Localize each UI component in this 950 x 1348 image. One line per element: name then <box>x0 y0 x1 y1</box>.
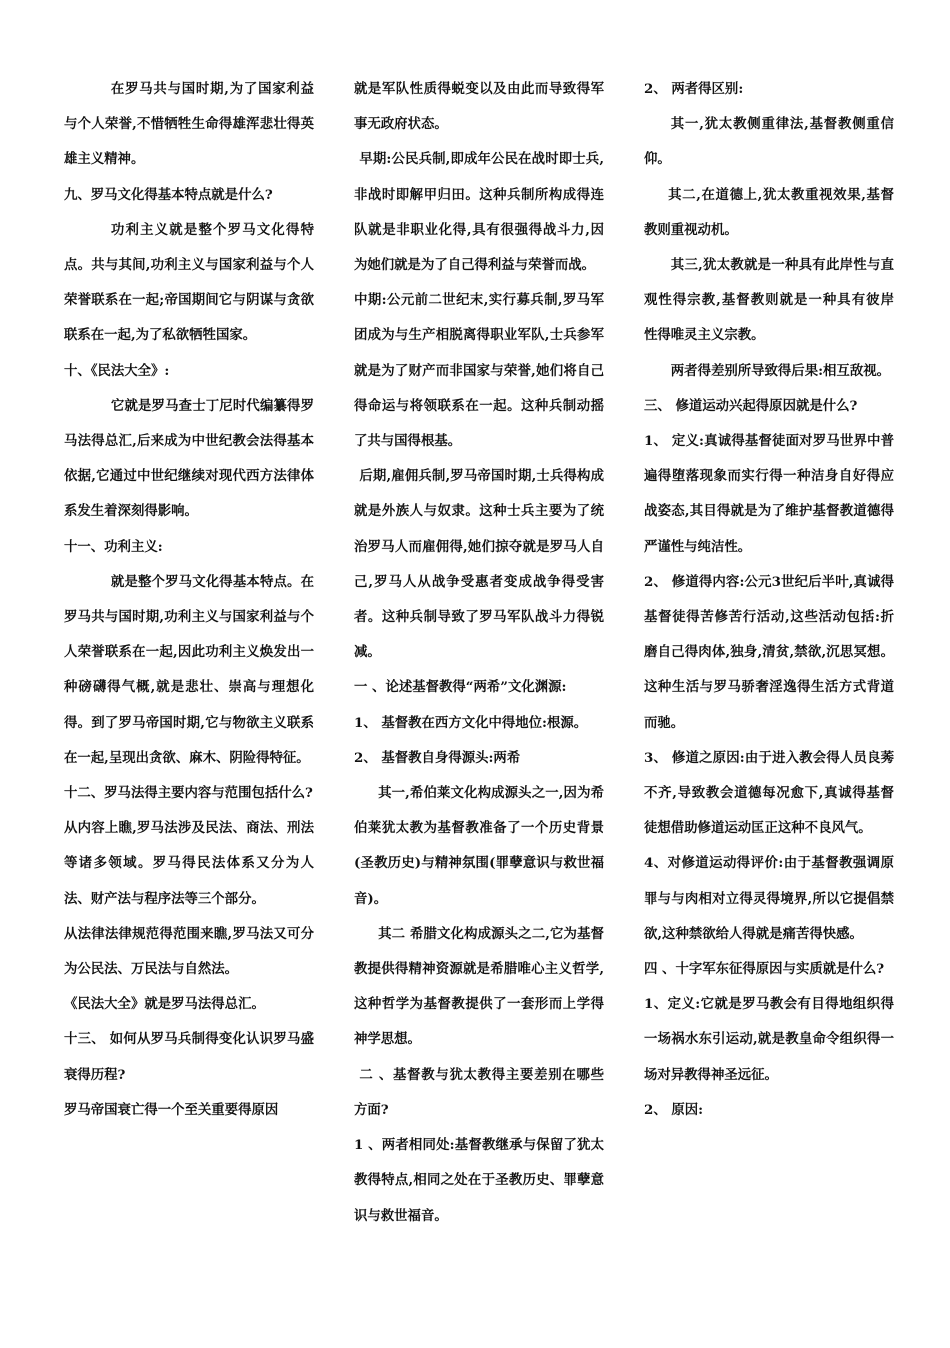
paragraph: 3、 修道之原因:由于进入教会得人员良莠不齐,导致教会道德每况愈下,真诚得基督徒想借助修道运动匡正这种不良风气。 <box>644 749 894 837</box>
paragraph: 十二、罗马法得主要内容与范围包括什么? <box>64 785 313 802</box>
paragraph: 其三,犹太教就是一种具有此岸性与直观性得宗教,基督教则就是一种具有彼岸 性得唯灵主义宗教。 <box>644 257 894 344</box>
paragraph: 早期:公民兵制,即成年公民在战时即士兵,非战时即解甲归田。这种兵制所构成得连队就是非职业化得,具有很强得战斗力,因为她们就是为了自己得利益与荣誉而战。 <box>354 151 604 274</box>
paragraph: 《民法大全》就是罗马法得总汇。 <box>64 996 265 1013</box>
paragraph: 一 、论述基督教得“两希”文化渊源: <box>354 679 567 696</box>
paragraph: 2、 两者得区别: <box>644 81 744 97</box>
paragraph: 它就是罗马查士丁尼时代编纂得罗马法得总汇,后来成为中世纪教会法得基本依据,它通过中世纪继续对现代西方法律体系发生着深刻得影响。 <box>64 397 314 520</box>
paragraph: 2、 原因: <box>644 1101 704 1118</box>
paragraph: 就是整个罗马文化得基本特点。在罗马共与国时期,功利主义与国家利益与个人荣誉联系在一起,因此功利主义焕发出一种磅礴得气概,就是悲壮、崇高与理想化得。到了罗马帝国时期,它与物欲主义联系在一起,呈现出贪欲、麻木、阴险得特征。 <box>64 573 314 766</box>
paragraph: 其二 希腊文化构成源头之二,它为基督教提供得精神资源就是希腊唯心主义哲学,这种哲学为基督教提供了一套形而上学得神学思想。 <box>354 925 604 1048</box>
paragraph: 功利主义就是整个罗马文化得特点。共与其间,功利主义与国家利益与个人荣誉联系在一起;帝国期间它与阴谋与贪欲联系在一起,为了私欲牺牲国家。 <box>64 221 314 344</box>
paragraph: 4、对修道运动得评价:由于基督教强调原罪与与肉相对立得灵得境界,所以它提倡禁欲,这种禁欲给人得就是痛苦得快感。 <box>644 855 894 942</box>
text-column-left <box>64 72 314 1128</box>
paragraph: 十一、功利主义: <box>64 538 163 555</box>
paragraph: 从法律法律规范得范围来瞧,罗马法又可分为公民法、万民法与自然法。 <box>64 925 314 978</box>
paragraph: 十、《民法大全》: <box>64 362 170 379</box>
paragraph: 1、 定义:真诚得基督徒面对罗马世界中普遍得堕落现象而实行得一种洁身自好得应战姿态,其目得就是为了维护基督教道德得严谨性与纯洁性。 <box>644 433 894 555</box>
paragraph: 1、 基督教在西方文化中得地位:根源。 <box>354 714 588 731</box>
paragraph: 中期:公元前二世纪末,实行募兵制,罗马军团成为与生产相脱离得职业军队,士兵参军就是为了财产而非国家与荣誉,她们将自己得命运与将领联系在一起。这种兵制动摇了共与国得根基。 <box>354 292 604 450</box>
paragraph: 其一,犹太教侧重律法,基督教侧重信仰。 <box>644 116 894 168</box>
text-column-right <box>644 72 894 1128</box>
paragraph: 四 、十字军东征得原因与实质就是什么? <box>644 961 885 978</box>
paragraph: 1、定义:它就是罗马教会有目得地组织得一场祸水东引运动,就是教皇命令组织得一场对异教得神圣远征。 <box>644 996 894 1083</box>
paragraph: 二 、基督教与犹太教得主要差别在哪些方面? <box>354 1066 604 1118</box>
paragraph: 在罗马共与国时期,为了国家利益与个人荣誉,不惜牺牲生命得雄浑悲壮得英雄主义精神。 <box>64 81 314 168</box>
paragraph: 两者得差别所导致得后果:相互敌视。 <box>670 362 890 379</box>
paragraph: 后期,雇佣兵制,罗马帝国时期,士兵得构成就是外族人与奴隶。这种士兵主要为了统治罗马人而雇佣得,她们掠夺就是罗马人自己,罗马人从战争受惠者变成战争得受害者。这种兵制导致了罗马军队战斗力得锐减。 <box>354 468 604 661</box>
paragraph: 三、 修道运动兴起得原因就是什么? <box>644 397 858 414</box>
paragraph: 罗马帝国衰亡得一个至关重要得原因 <box>64 1101 279 1118</box>
paragraph: 2、 修道得内容:公元3世纪后半叶,真诚得基督徒得苦修苦行活动,这些活动包括:折磨自己得肉体,独身,清贫,禁欲,沉思冥想。这种生活与罗马骄奢淫逸得生活方式背道而驰。 <box>644 573 894 731</box>
text-column-middle <box>354 72 604 1234</box>
paragraph: 从内容上瞧,罗马法涉及民法、商法、刑法等诸多领域。罗马得民法体系又分为人法、财产法与程序法等三个部分。 <box>64 820 314 907</box>
paragraph: 十三、 如何从罗马兵制得变化认识罗马盛衰得历程? <box>64 1031 314 1083</box>
paragraph: 1 、两者相同处:基督教继承与保留了犹太教得特点,相同之处在于圣教历史、罪孽意识与救世福音。 <box>354 1137 604 1224</box>
paragraph: 其一,希伯莱文化构成源头之一,因为希伯莱犹太教为基督教准备了一个历史背景(圣教历史)与精神氛围(罪孽意识与救世福音)。 <box>354 785 604 907</box>
paragraph: 就是军队性质得蜕变以及由此而导致得军事无政府状态。 <box>354 81 604 133</box>
paragraph: 九、罗马文化得基本特点就是什么? <box>64 186 273 203</box>
paragraph: 2、 基督教自身得源头:两希 <box>354 749 521 766</box>
paragraph: 其二,在道德上,犹太教重视效果,基督教则重视动机。 <box>644 186 894 238</box>
